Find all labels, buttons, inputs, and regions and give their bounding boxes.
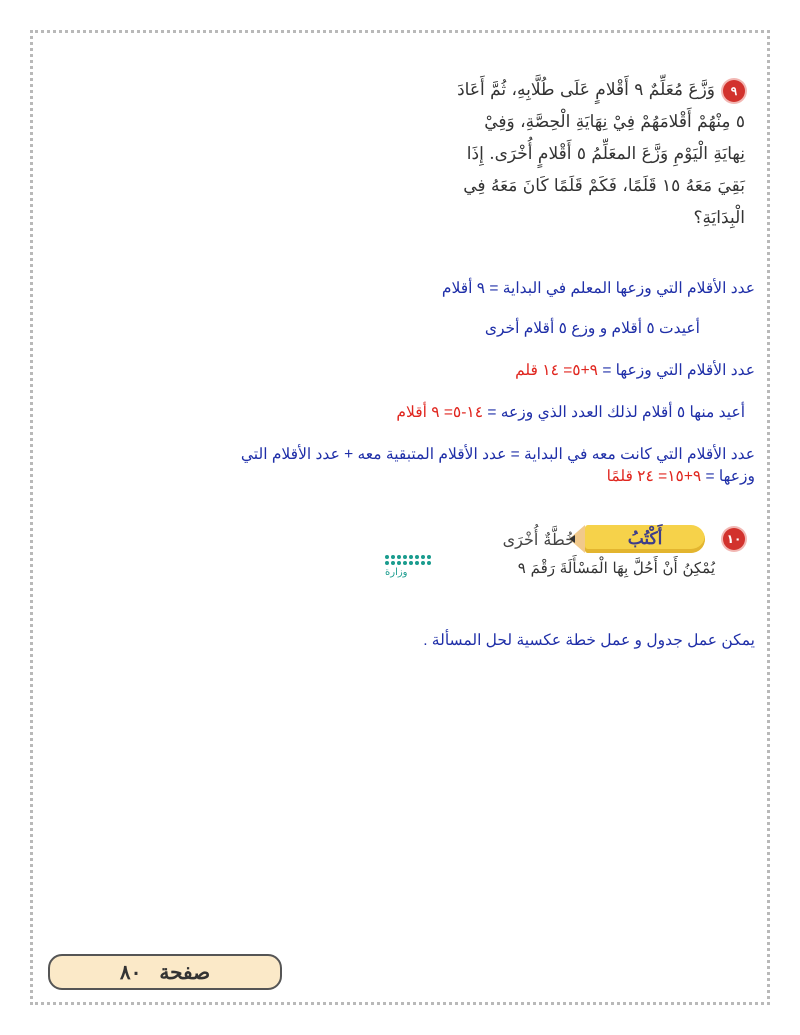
calc-result: ٩+١٥= ٢٤ قلمًا (606, 468, 702, 485)
page-word: صفحة (159, 960, 211, 984)
calc-result: ١٤-٥= ٩ أقلام (396, 404, 484, 421)
plan-label: خُطَّةٌ أُخْرَى (502, 529, 575, 549)
page-number: ٨٠ (119, 960, 142, 984)
problem-9 (305, 74, 745, 234)
problem-10 (385, 525, 745, 605)
ministry-logo-text: وزارة (385, 567, 408, 578)
problem-9-line: الْبِدَايَةِ؟ (693, 208, 745, 228)
answer-line-2: أعيدت ٥ أقلام و وزع ٥ أقلام أخرى (484, 320, 700, 337)
calc-result: ٩+٥= ١٤ قلم (515, 362, 598, 379)
answer-10: يمكن عمل جدول و عمل خطة عكسية لحل المسألة . (423, 632, 755, 649)
answer-line-1: عدد الأقلام التي وزعها المعلم في البداية = ٩ أقلام (441, 280, 755, 297)
answer-line-6: وزعها = ٩+١٥= ٢٤ قلمًا (606, 468, 755, 485)
problem-9-line: بَقِيَ مَعَهُ ١٥ قَلَمًا، فَكَمْ قَلَمًا كَانَ مَعَهُ فِي (463, 176, 745, 196)
ministry-logo-dots (385, 555, 445, 565)
problem-9-line: ٥ مِنْهُمْ أَقْلامَهُمْ فِيْ نِهَايَةِ الْحِصَّةِ، وَفِيْ (484, 112, 745, 132)
page-number-box (48, 954, 282, 990)
answer-line-4: أعيد منها ٥ أقلام لذلك العدد الذي وزعه = ١٤-٥= ٩ أقلام (396, 404, 745, 421)
problem-10-text: يُمْكِنُ أَنْ أَحُلَّ بِهَا الْمَسْأَلَةَ رَقْمَ ٩ (517, 559, 715, 577)
problem-9-line: نِهايَةِ الْيَوْمِ وَزَّعَ المعَلِّمُ ٥ أَقْلامٍ أُخْرَى. إِذَا (466, 144, 745, 164)
answer-line-5: عدد الأقلام التي كانت معه في البداية = عدد الأقلام المتبقية معه + عدد الأقلام التي (240, 446, 755, 463)
problem-number-badge: ٩ (723, 80, 745, 102)
ministry-logo (385, 555, 445, 589)
problem-9-line: ٩وَزَّعَ مُعَلِّمٌ ٩ أَقْلامٍ عَلَى طُلَّابِهِ، ثُمَّ أَعَادَ (305, 74, 745, 106)
problem-number-badge: ١٠ (723, 528, 745, 550)
answer-line-3: عدد الأقلام التي وزعها = ٩+٥= ١٤ قلم (515, 362, 755, 379)
pencil-write-icon: أَكْتُبُ (585, 525, 705, 553)
